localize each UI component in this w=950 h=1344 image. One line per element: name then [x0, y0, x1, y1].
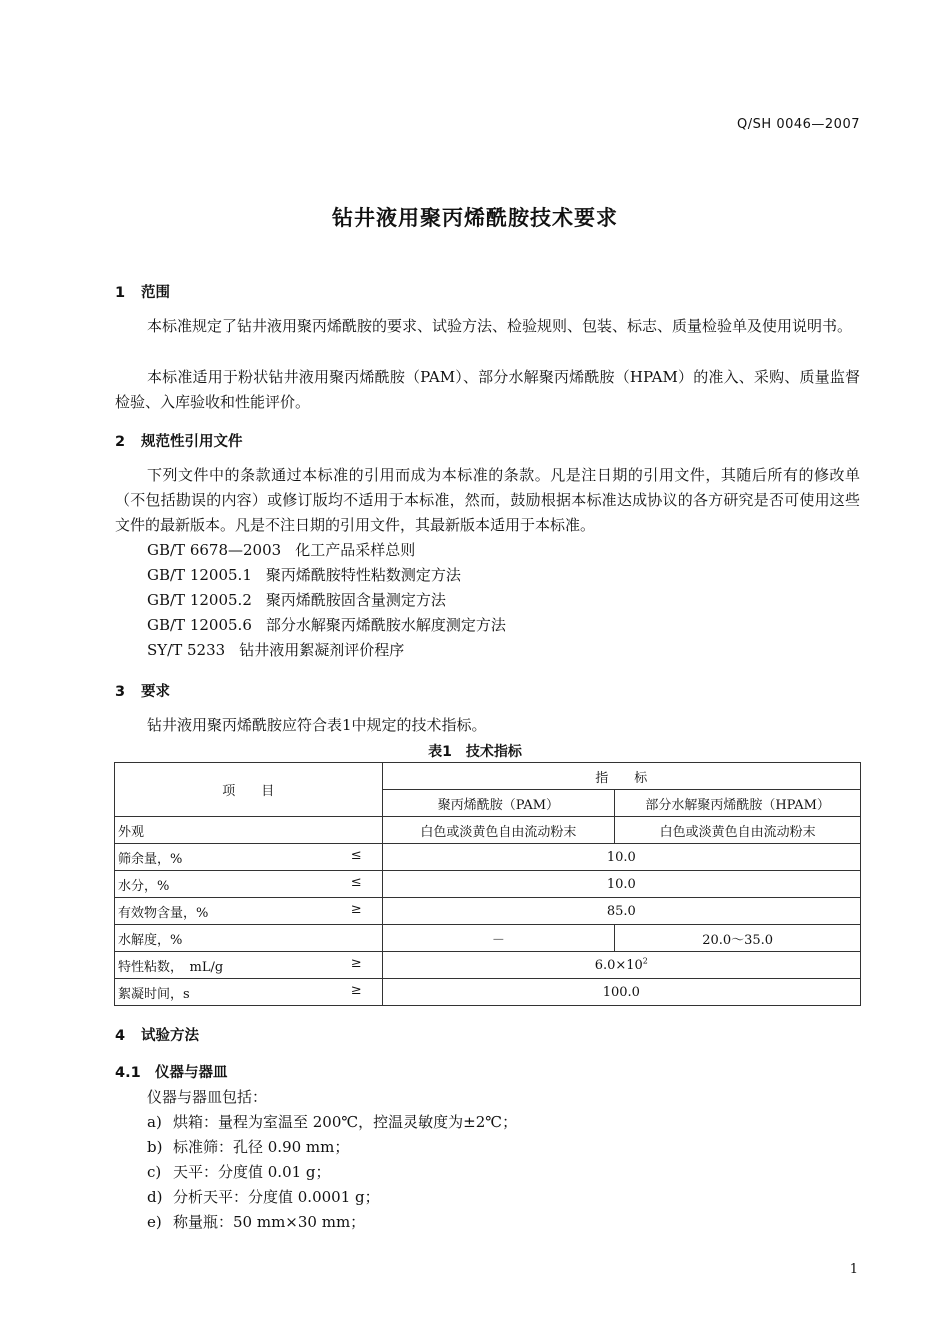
list-item	[147, 1160, 331, 1185]
page-number: 1	[849, 1262, 858, 1277]
list-text: 烘箱：量程为室温至 200℃，控温灵敏度为±2℃；	[173, 1113, 518, 1131]
table-caption: 表1 技术指标	[428, 744, 522, 760]
table-row	[115, 844, 861, 871]
comparator: ≤	[350, 848, 362, 863]
section-1-heading	[115, 281, 170, 302]
row-value-hpam: 白色或淡黄色自由流动粉末	[615, 817, 861, 844]
section-number: 2	[115, 434, 126, 450]
table-row	[115, 817, 861, 844]
list-item	[147, 1135, 349, 1160]
section-number: 3	[115, 684, 126, 700]
section-3-paragraph: 钻井液用聚丙烯酰胺应符合表1中规定的技术指标。	[147, 716, 487, 734]
comparator: ≤	[350, 875, 362, 890]
row-item: 絮凝时间，s ≥	[115, 979, 383, 1006]
reference-item	[147, 538, 415, 563]
section-number: 4	[115, 1028, 126, 1044]
table-header-row	[115, 763, 861, 790]
list-text: 称量瓶：50 mm×30 mm；	[173, 1213, 366, 1231]
reference-title: 聚丙烯酰胺特性粘数测定方法	[265, 566, 461, 584]
reference-item	[147, 638, 404, 663]
technical-spec-table	[114, 762, 861, 1006]
row-value-shared: 100.0	[382, 979, 860, 1006]
list-marker: a)	[147, 1113, 162, 1131]
section-number: 1	[115, 285, 126, 301]
section-title: 规范性引用文件	[141, 434, 243, 450]
reference-title: 钻井液用絮凝剂评价程序	[239, 641, 405, 659]
row-item: 有效物含量，% ≥	[115, 898, 383, 925]
section-2-heading	[115, 430, 243, 451]
row-value-shared: 85.0	[382, 898, 860, 925]
reference-item	[147, 563, 461, 588]
section-1-paragraph-1: 本标准规定了钻井液用聚丙烯酰胺的要求、试验方法、检验规则、包装、标志、质量检验单及使用说明书。	[147, 317, 853, 335]
list-item	[147, 1210, 365, 1235]
row-value-pam: －	[382, 925, 615, 952]
table-row	[115, 925, 861, 952]
row-item: 筛余量，% ≤	[115, 844, 383, 871]
row-value-shared: $6.0\times 10^2$	[382, 952, 860, 979]
reference-title: 部分水解聚丙烯酰胺水解度测定方法	[265, 616, 506, 634]
section-title: 要求	[141, 684, 170, 700]
reference-code: GB/T 12005.6	[147, 616, 252, 634]
subsection-title: 仪器与器皿	[155, 1065, 228, 1081]
row-item: 特性粘数， mL/g ≥	[115, 952, 383, 979]
row-item: 水解度，%	[115, 925, 383, 952]
list-item	[147, 1185, 380, 1210]
reference-title: 化工产品采样总则	[295, 541, 416, 559]
header-item: 项 目	[115, 763, 383, 817]
reference-item	[147, 588, 446, 613]
section-4-heading	[115, 1024, 199, 1045]
row-item: 外观	[115, 817, 383, 844]
subsection-number: 4.1	[115, 1065, 141, 1081]
table-row	[115, 871, 861, 898]
header-pam: 聚丙烯酰胺（PAM）	[382, 790, 615, 817]
table-row	[115, 979, 861, 1006]
section-1-paragraph-2: 本标准适用于粉状钻井液用聚丙烯酰胺（PAM）、部分水解聚丙烯酰胺（HPAM）的准入、采购、质量监督检验、入库验收和性能评价。	[115, 368, 860, 411]
table-row	[115, 952, 861, 979]
list-text: 标准筛：孔径 0.90 mm；	[173, 1138, 350, 1156]
row-value-shared: 10.0	[382, 871, 860, 898]
reference-code: SY/T 5233	[147, 641, 226, 659]
subsection-4-1-heading	[115, 1061, 228, 1082]
list-text: 分析天平：分度值 0.0001 g；	[173, 1188, 380, 1206]
list-marker: b)	[147, 1138, 163, 1156]
row-value-pam: 白色或淡黄色自由流动粉末	[382, 817, 615, 844]
table-row	[115, 898, 861, 925]
list-text: 天平：分度值 0.01 g；	[173, 1163, 331, 1181]
reference-code: GB/T 12005.1	[147, 566, 252, 584]
row-value-shared: 10.0	[382, 844, 860, 871]
comparator: ≥	[350, 983, 362, 998]
section-title: 范围	[141, 285, 170, 301]
list-marker: d)	[147, 1188, 163, 1206]
section-2-paragraph: 下列文件中的条款通过本标准的引用而成为本标准的条款。凡是注日期的引用文件，其随后所有的修改单（不包括勘误的内容）或修订版均不适用于本标准，然而，鼓励根据本标准达成协议的各方研究是否可使用这些文件的最新版本。凡是不注日期的引用文件，其最新版本适用于本标准。	[115, 466, 860, 534]
row-item: 水分，% ≤	[115, 871, 383, 898]
header-index: 指 标	[382, 763, 860, 790]
reference-title: 聚丙烯酰胺固含量测定方法	[265, 591, 446, 609]
comparator: ≥	[350, 902, 362, 917]
standard-code: Q/SH 0046—2007	[737, 117, 860, 132]
header-hpam: 部分水解聚丙烯酰胺（HPAM）	[615, 790, 861, 817]
section-title: 试验方法	[141, 1028, 199, 1044]
comparator: ≥	[350, 956, 362, 971]
page-title: 钻井液用聚丙烯酰胺技术要求	[332, 206, 618, 230]
reference-code: GB/T 12005.2	[147, 591, 252, 609]
section-3-heading	[115, 680, 170, 701]
list-item	[147, 1110, 517, 1135]
subsection-intro: 仪器与器皿包括：	[147, 1088, 268, 1106]
reference-item	[147, 613, 506, 638]
row-value-hpam: 20.0～35.0	[615, 925, 861, 952]
list-marker: c)	[147, 1163, 162, 1181]
list-marker: e)	[147, 1213, 162, 1231]
reference-code: GB/T 6678—2003	[147, 541, 282, 559]
